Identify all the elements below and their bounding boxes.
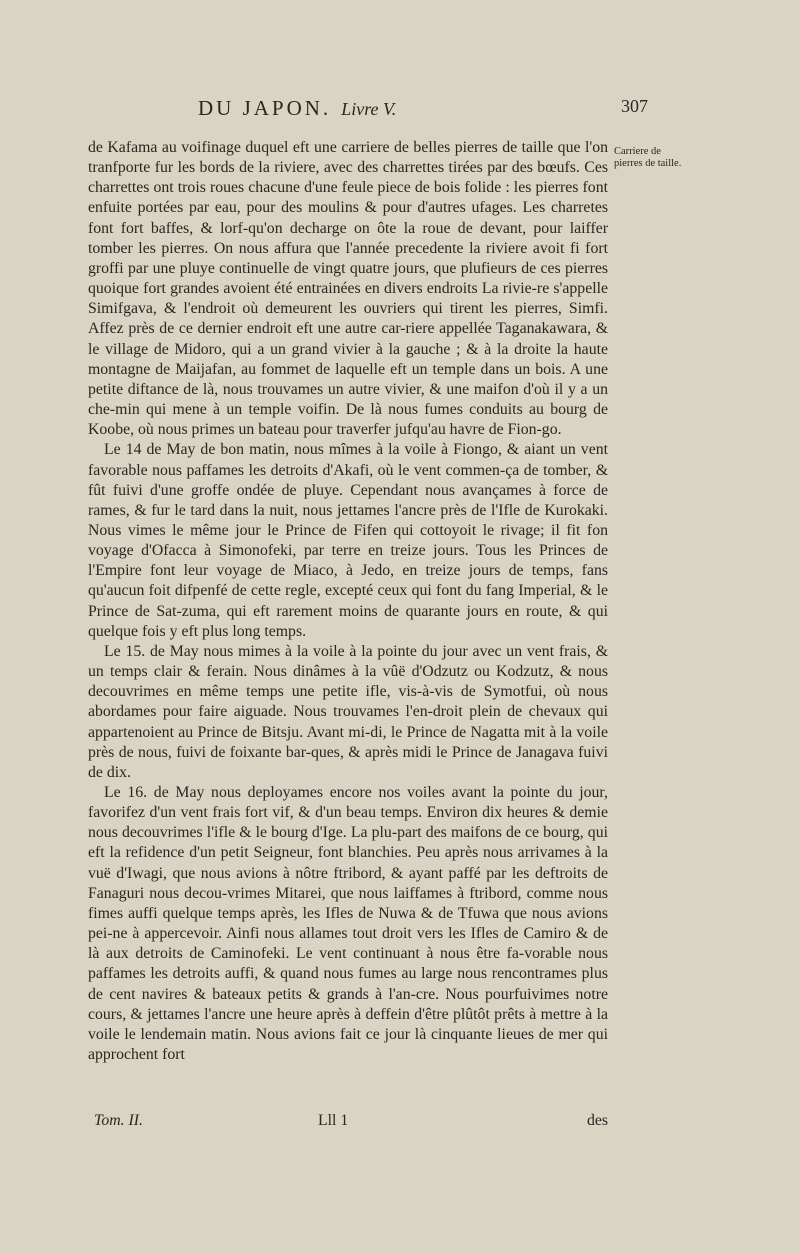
volume-mark: Tom. II. — [94, 1112, 144, 1129]
paragraph: Le 15. de May nous mimes à la voile à la pointe du jour avec un vent frais, & un temps clair & ferain. Nous dinâmes à la vûë d'Odzutz ou Kodzutz, & nous decouvrimes en même temps une petite ifle, vis-à-vis de Symotfui, où nous abordames pour faire aiguade. Nous trouvames l'en-droit plein de chevaux qui appartenoient au Prince de Bitsju. Avant mi-di, le Prince de Nagatta mit à la voile près de nous, fuivi de foixante bar-ques, & après midi le Prince de Janagava fuivi de dix. — [88, 642, 608, 781]
page-number: 307 — [621, 96, 648, 116]
page-footer — [88, 1112, 608, 1132]
paragraph: Le 14 de May de bon matin, nous mîmes à la voile à Fiongo, & aiant un vent favorable nous paffames les detroits d'Akafi, où le vent commen-ça de tomber, & fût fuivi d'une groffe ondée de pluye. Cependant nous avançames à force de rames, & fur le tard dans la nuit, nous jettames l'ancre près de l'Ifle de Kurokaki. Nous vimes le même jour le Prince de Fifen qui cottoyoit le rivage; il fit fon voyage d'Ofacca à Simonofeki, par terre en treize jours. Tous les Princes de l'Empire font leur voyage de Miaco, à Jedo, en treize jours de temps, fans qu'aucun foit difpenfé de cette regle, excepté ceux qui font du fang Imperial, & le Prince de Sat-zuma, qui eft rarement moins de quarante jours en route, & qui quelque fois y eft plus long temps. — [88, 441, 608, 640]
margin-note: Carriere de pierres de taille. — [614, 146, 682, 169]
book-label: Livre V. — [341, 99, 397, 119]
catchword: des — [586, 1112, 608, 1129]
body-text — [88, 138, 608, 1065]
running-title: DU JAPON. Livre V. — [198, 96, 397, 120]
paragraph: de Kafama au voifinage duquel eft une carriere de belles pierres de taille que l'on tranfporte fur les bords de la riviere, avec des charrettes tirées par des bœufs. Ces charrettes ont trois roues chacune d'une feule piece de bois folide : les pierres font enfuite portées par eau, pour des moulins & pour d'autres ufages. Les charretes font fort baffes, & lorf-qu'on decharge on ôte la roue de devant, pour laiffer tomber les pierres. On nous affura que l'année precedente la riviere avoit fi fort groffi par une pluye continuelle de vingt quatre jours, que plufieurs de ces pierres quoique fort grandes avoient été entrainées en divers endroits La rivie-re s'appelle Simifgava, & l'endroit où demeurent les ouvriers qui tirent les pierres, Simfi. Affez près de ce dernier endroit eft une autre car-riere appellée Taganakawara, & le village de Midoro, qui a un grand vivier à la gauche ; & à la droite la haute montagne de Maijafan, au fommet de laquelle eft un temple dans un bois. A une petite diftance de là, nous trouvames un autre vivier, & une maifon d'où il y a un che-min qui mene à un temple voifin. De là nous fumes conduits au bourg de Koobe, où nous primes un bateau pour traverfer jufqu'au havre de Fion-go. — [88, 139, 608, 439]
signature-mark: Lll 1 — [318, 1112, 349, 1129]
paragraph: Le 16. de May nous deployames encore nos voiles avant la pointe du jour, favorifez d'un vent frais fort vif, & d'un beau temps. Environ dix heures & demie nous decouvrimes l'ifle & le bourg d'Ige. La plu-part des maifons de ce bourg, qui eft la refidence d'un petit Seigneur, font blanchies. Peu après nous arrivames à la vuë d'Iwagi, que nous avions à nôtre ftribord, & ayant paffé par les deftroits de Fanaguri nous decou-vrimes Mitarei, que nous laiffames à ftribord, comme nous fimes auffi quelque temps après, les Ifles de Nuwa & de Tfuwa que nous avions pei-ne à appercevoir. Ainfi nous allames tout droit vers les Ifles de Camiro & de là aux detroits de Caminofeki. Le vent continuant à nous être fa-vorable nous paffames les detroits auffi, & quand nous fumes au large nous rencontrames plus de cent navires & bateaux petits & grands à l'an-cre. Nous pourfuivimes notre cours, & jettames l'ancre une heure après à deffein d'être plûtôt prêts à mettre à la voile le lendemain matin. Nous avions fait ce jour là cinquante lieues de mer qui approchent fort — [88, 784, 608, 1064]
